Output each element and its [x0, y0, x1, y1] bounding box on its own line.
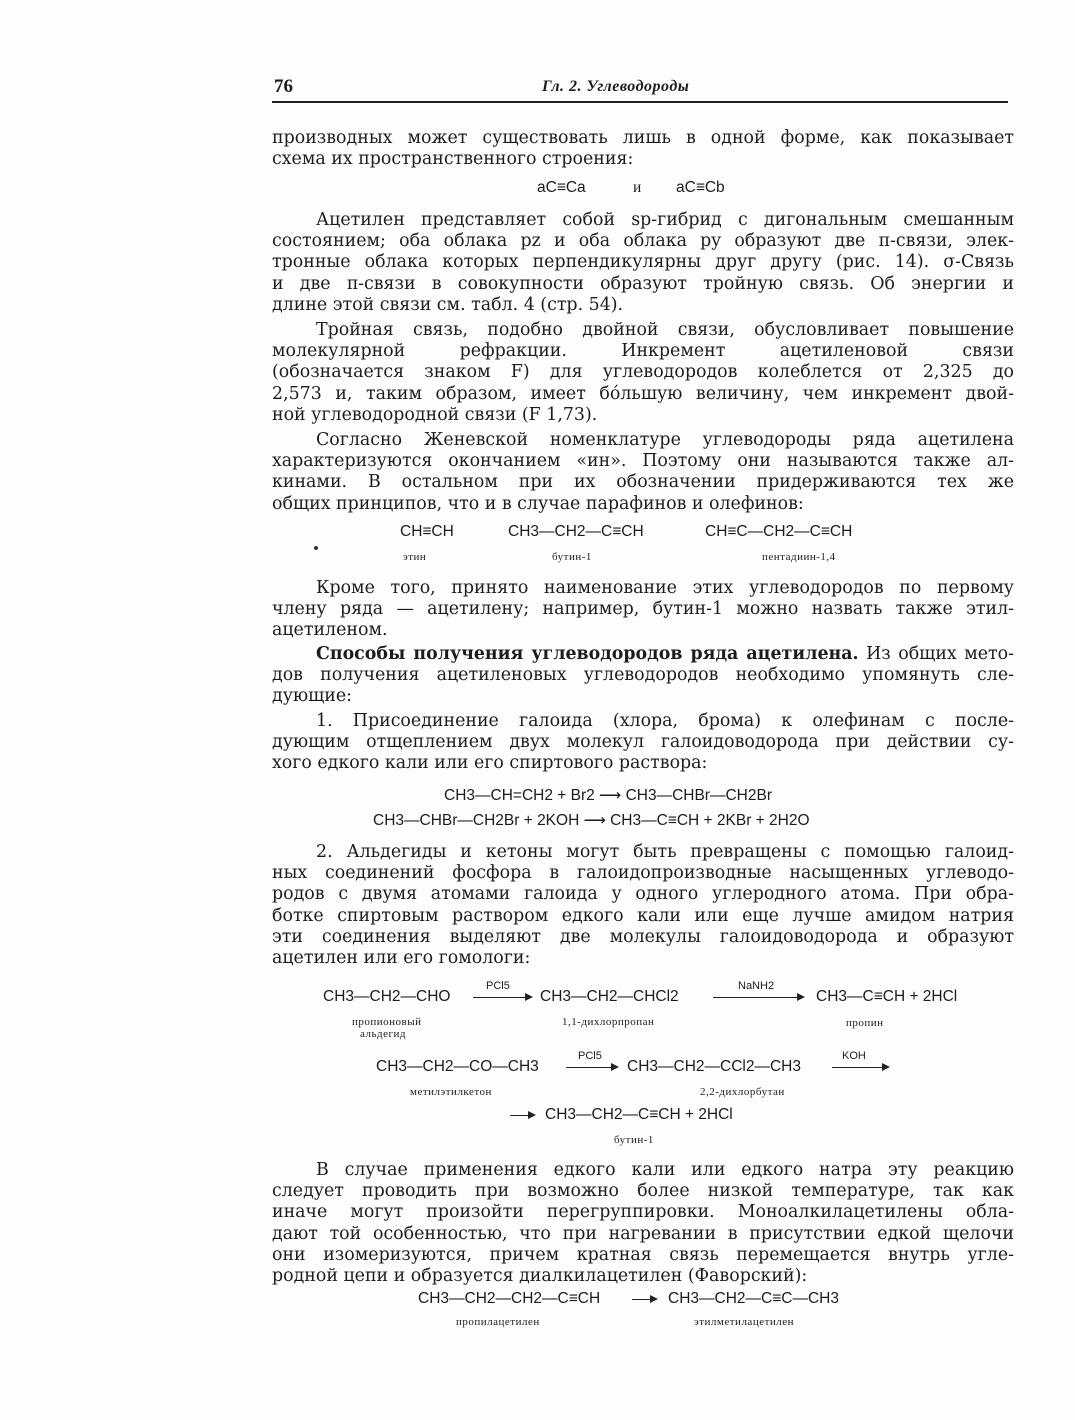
text-line: дов получения ацетиленовых углеводородов необходимо упомянуть сле-: [272, 665, 1014, 686]
arrow-head: [528, 1111, 536, 1119]
paragraph-favorsky: [272, 1160, 1014, 1287]
paragraph-method-2: [272, 842, 1014, 969]
reaction1-line1: CH3—CH=CH2 + Br2 ⟶ CH3—CHBr—CH2Br: [444, 787, 772, 804]
caption-propanal: пропионовый: [352, 1016, 422, 1028]
formula-aca: aC≡Ca: [537, 179, 586, 196]
print-speck: [314, 546, 318, 550]
text-line: (обозначается знаком F) для углеводородов колеблется от 2,325 до: [272, 362, 1014, 383]
formula-butyne: CH3—CH2—C≡CH: [508, 523, 644, 540]
caption-dichlorobutane: 2,2-дихлорбутан: [700, 1086, 785, 1098]
reaction4-ethylmethylacetylene: CH3—CH2—C≡C—CH3: [668, 1290, 839, 1307]
caption-butyne: бутин-1: [552, 551, 592, 563]
arrow-head: [882, 1063, 890, 1071]
text-line: иначе могут произойти перегруппировки. Моноалкилацетилены обла-: [272, 1202, 1014, 1223]
arrow-head: [650, 1295, 658, 1303]
reaction3-methylethylketone: CH3—CH2—CO—CH3: [376, 1058, 539, 1075]
reaction3-dichlorobutane: CH3—CH2—CCl2—CH3: [627, 1058, 801, 1075]
arrow-head: [525, 993, 533, 1001]
header-rule: [272, 101, 1008, 103]
caption-butyne-product: бутин-1: [614, 1134, 654, 1146]
reaction-arrow: [566, 1067, 611, 1068]
text-line: 2. Альдегиды и кетоны могут быть превращены с помощью галоид-: [316, 842, 1014, 862]
caption-ethyne: этин: [403, 551, 427, 563]
text-line: В случае применения едкого кали или едкого натра эту реакцию: [316, 1160, 1014, 1180]
text-line: Тройная связь, подобно двойной связи, обусловливает повышение: [316, 320, 1014, 340]
text-line: Кроме того, принято наименование этих углеводородов по первому: [316, 578, 1014, 598]
reaction2-reagent-pcl5: PCl5: [486, 980, 510, 992]
text-line: родной цепи и образуется диалкилацетилен (Фаворский):: [272, 1265, 808, 1286]
text-line: дующим отщеплением двух молекул галоидоводорода при действии су-: [272, 732, 1014, 753]
reaction1-line2: CH3—CHBr—CH2Br + 2KOH ⟶ CH3—C≡CH + 2KBr + 2H2O: [373, 812, 810, 829]
page-number: 76: [274, 76, 293, 97]
reaction-arrow: [632, 1299, 650, 1300]
text-span: Из общих мето-: [866, 644, 1014, 664]
section-heading: Способы получения углеводородов ряда ацетилена.: [316, 644, 859, 664]
formula-ethyne: CH≡CH: [400, 523, 454, 540]
text-line: [272, 644, 1014, 665]
arrow-head: [611, 1063, 619, 1071]
formula-acb: aC≡Cb: [676, 179, 725, 196]
paragraph-intro: [272, 128, 1014, 170]
text-line: тронные облака которых перпендикулярны друг другу (рис. 14). σ-Связь: [272, 252, 1014, 273]
text-line: ботке спиртовым раствором едкого кали или еще лучше амидом натрия: [272, 905, 1014, 926]
text-line: ных соединений фосфора в галоидопроизводные насыщенных углеводо-: [272, 863, 1014, 884]
text-line: 2,573 и, таким образом, имеет бо́льшую величину, чем инкремент двой-: [272, 383, 1014, 404]
arrow-head: [797, 993, 805, 1001]
text-line: дают той особенностью, что при нагревании в присутствии едкой щелочи: [272, 1223, 1014, 1244]
reaction2-reagent-nanh2: NaNH2: [738, 980, 775, 992]
text-line: хого едкого кали или его спиртового раствора:: [272, 753, 708, 774]
formula-pentadiyne: CH≡C—CH2—C≡CH: [705, 523, 853, 540]
text-line: ной углеводородной связи (F 1,73).: [272, 404, 598, 425]
text-line: ацетилен или его гомологи:: [272, 947, 531, 968]
paragraph-methods-heading: [272, 644, 1014, 708]
text-line: кинами. В остальном при их обозначении придерживаются тех же: [272, 472, 1014, 493]
caption-pentadiyne: пентадиин-1,4: [762, 551, 836, 563]
text-line: и две π-связи в совокупности образуют тройную связь. Об энергии и: [272, 273, 1014, 294]
text-line: молекулярной рефракции. Инкремент ацетиленовой связи: [272, 341, 1014, 362]
page-header: [272, 76, 1008, 100]
reaction-arrow: [473, 997, 525, 998]
reaction4-propylacetylene: CH3—CH2—CH2—C≡CH: [418, 1290, 601, 1307]
caption-propanal-2: альдегид: [360, 1028, 406, 1040]
caption-methylethylketone: метилэтилкетон: [410, 1086, 492, 1098]
caption-dichloropropane: 1,1-дихлорпропан: [562, 1016, 655, 1028]
reaction2-dichloropropane: CH3—CH2—CHCl2: [540, 988, 679, 1005]
text-line: они изомеризуются, причем кратная связь перемещается внутрь угле-: [272, 1244, 1014, 1265]
paragraph-method-1: [272, 711, 1014, 775]
text-line: Ацетилен представляет собой sp-гибрид с дигональным смешанным: [316, 210, 1014, 230]
reaction-arrow: [510, 1115, 528, 1116]
text-line: Согласно Женевской номенклатуре углеводороды ряда ацетилена: [316, 430, 1014, 450]
text-line: ацетиленом.: [272, 620, 388, 641]
text-line: характеризуются окончанием «ин». Поэтому они называются также ал-: [272, 451, 1014, 472]
paragraph-triple-bond: [272, 320, 1014, 426]
reaction-arrow: [713, 997, 797, 998]
text-line: общих принципов, что и в случае парафинов и олефинов:: [272, 493, 804, 514]
text-line: длине этой связи см. табл. 4 (стр. 54).: [272, 294, 624, 315]
paragraph-acetylene-naming: [272, 578, 1014, 642]
text-line: родов с двумя атомами галоида у одного углеродного атома. При обра-: [272, 884, 1014, 905]
paragraph-acetylene-hybrid: [272, 210, 1014, 316]
paragraph-nomenclature: [272, 430, 1014, 515]
caption-ethylmethylacetylene: этилметилацетилен: [694, 1316, 795, 1328]
caption-propylacetylene: пропилацетилен: [456, 1316, 540, 1328]
caption-propyne: пропин: [846, 1017, 884, 1029]
reaction-arrow: [832, 1067, 882, 1068]
text-line: следует проводить при возможно более низкой температуре, так как: [272, 1181, 1014, 1202]
reaction3-reagent-pcl5: PCl5: [578, 1050, 602, 1062]
reaction2-propyne: CH3—C≡CH + 2HCl: [816, 988, 958, 1005]
reaction2-propanal: CH3—CH2—CHO: [323, 988, 451, 1005]
text-line: схема их пространственного строения:: [272, 149, 634, 170]
text-line: члену ряда — ацетилену; например, бутин-1 можно назвать также этил-: [272, 599, 1014, 620]
reaction3-reagent-koh: KOH: [842, 1050, 866, 1062]
text-line: эти соединения выделяют две молекулы галоидоводорода и образуют: [272, 926, 1014, 947]
reaction3-butyne: CH3—CH2—C≡CH + 2HCl: [545, 1106, 733, 1123]
text-line: 1. Присоединение галоида (хлора, брома) к олефинам с после-: [316, 711, 1014, 731]
text-line: производных может существовать лишь в одной форме, как показывает: [272, 128, 1014, 148]
text-line: состоянием; оба облака pz и оба облака py образуют две π-связи, элек-: [272, 231, 1014, 252]
running-head: Гл. 2. Углеводороды: [542, 78, 690, 95]
text-line: дующие:: [272, 686, 352, 707]
formula-conjunction: и: [633, 179, 642, 196]
